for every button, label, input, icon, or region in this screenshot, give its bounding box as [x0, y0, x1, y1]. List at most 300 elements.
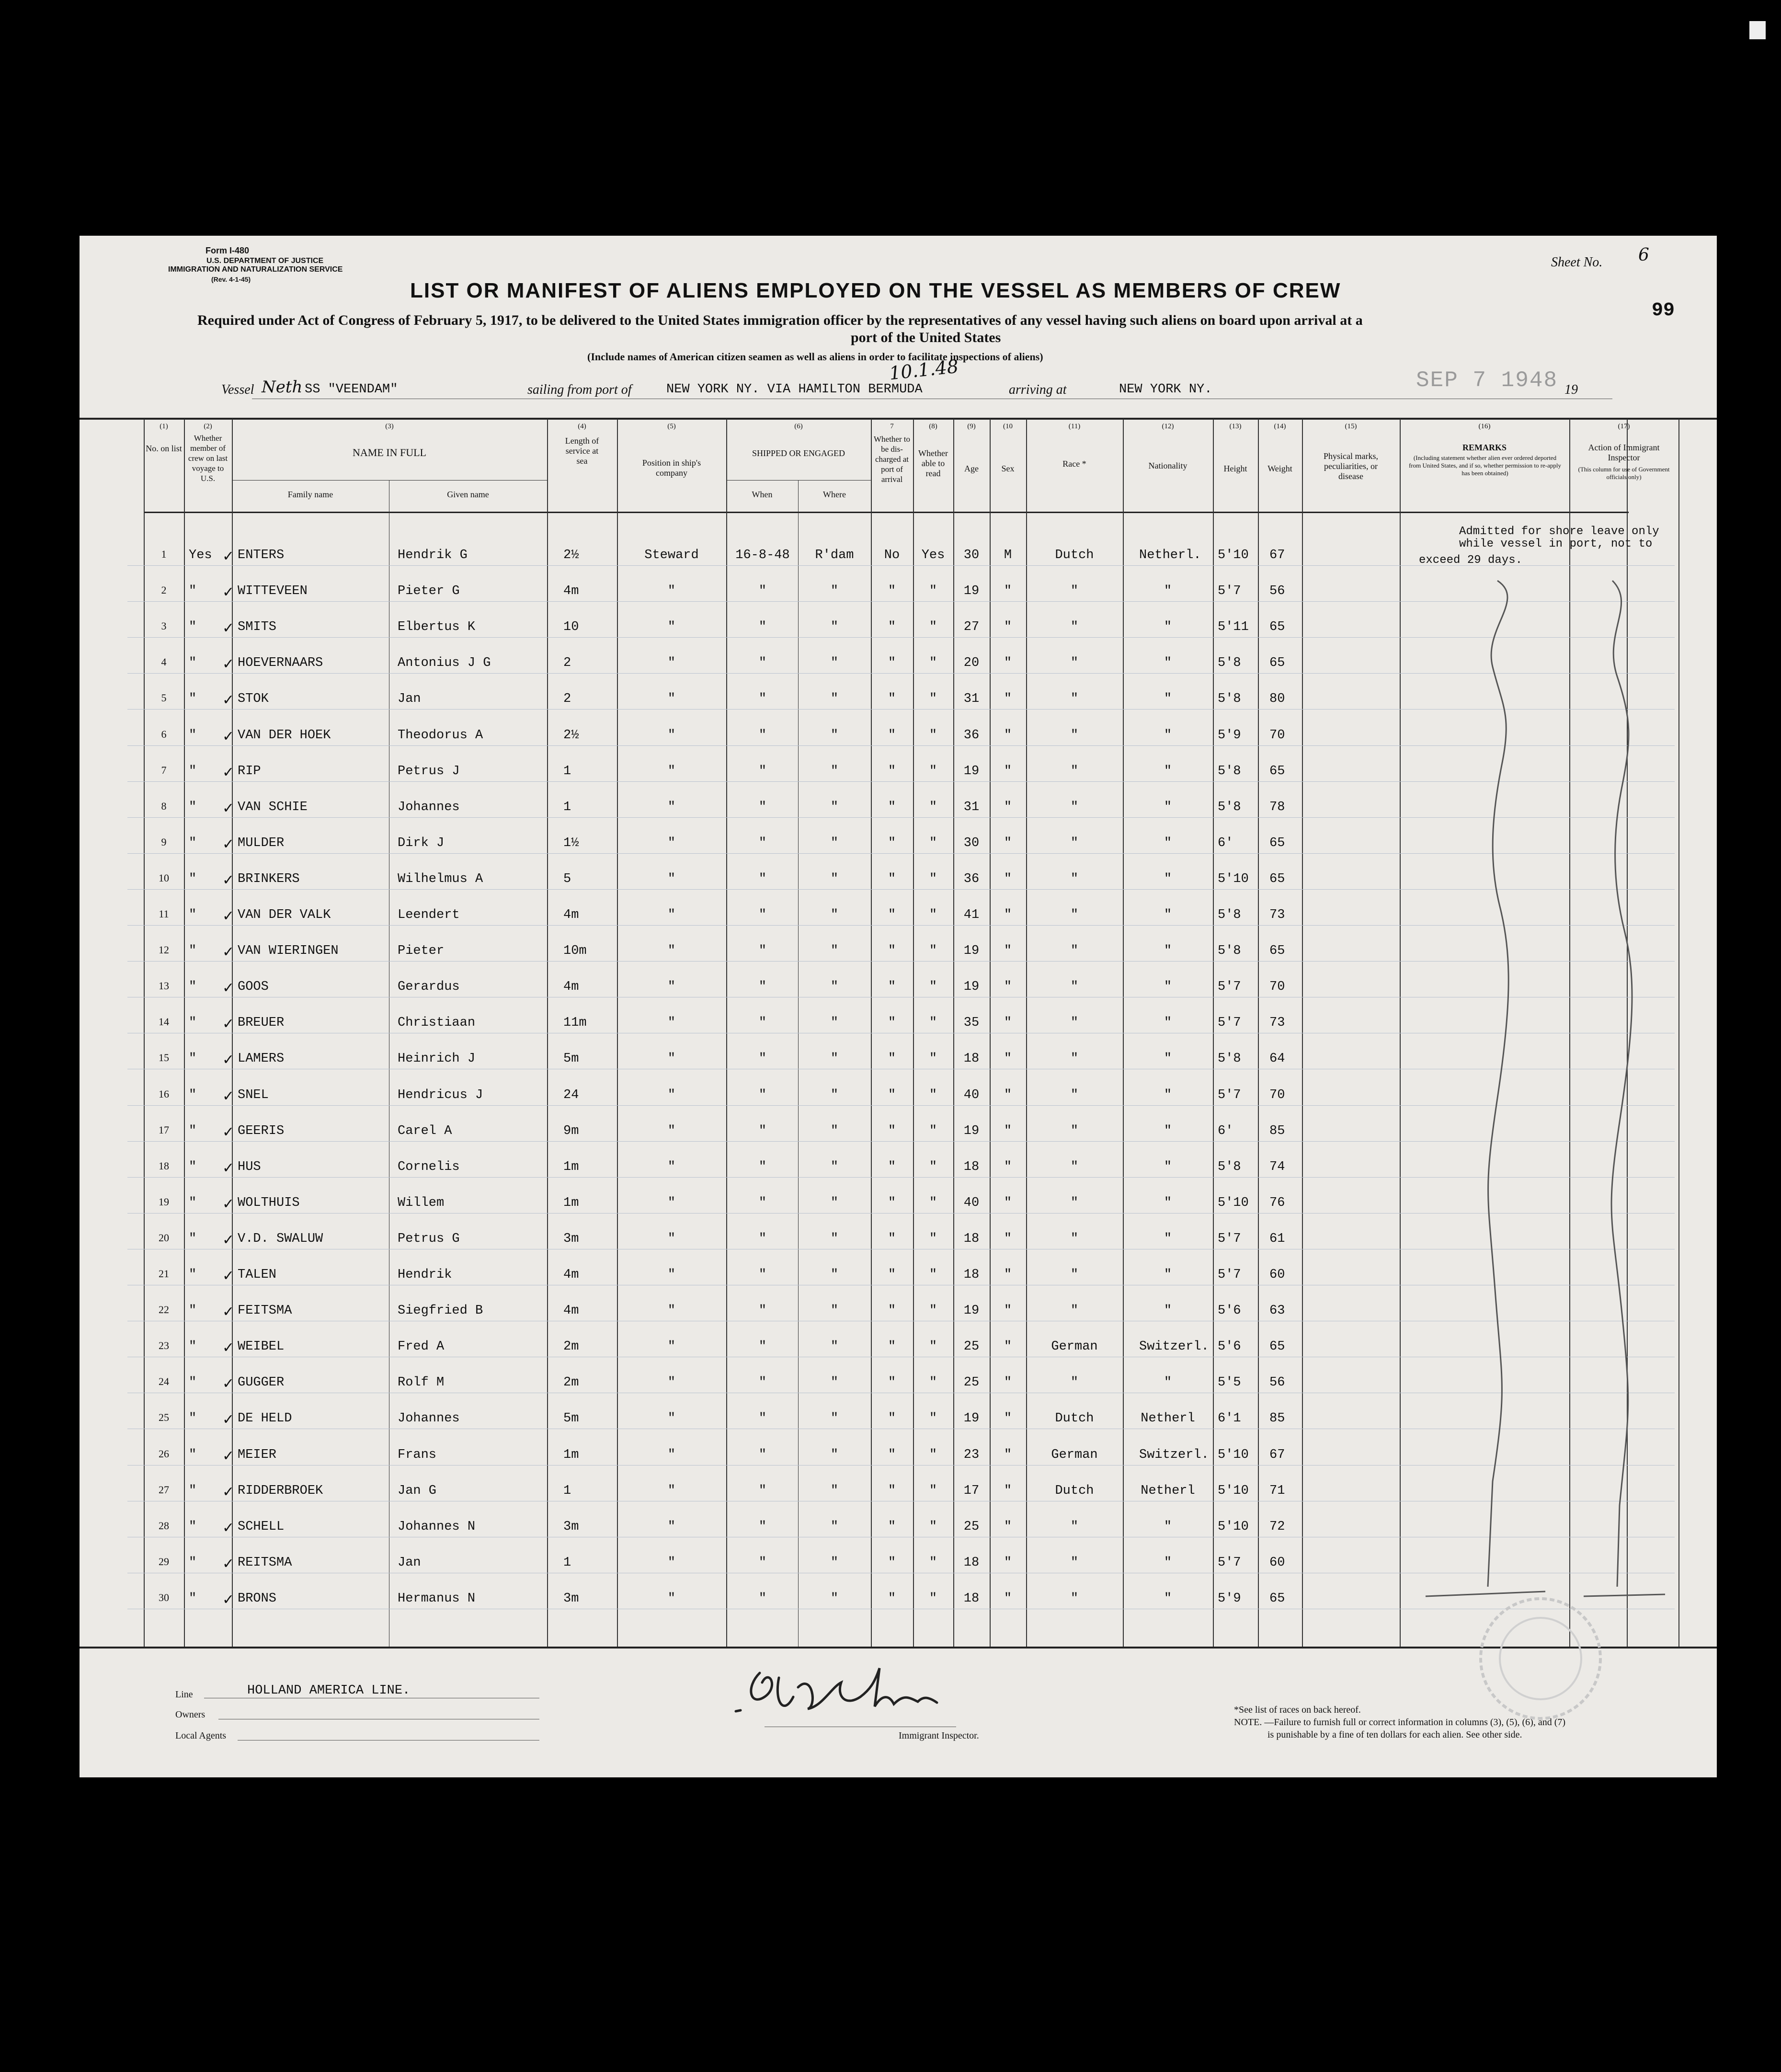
cell-discharge: " [888, 944, 896, 959]
col-header: Age [964, 464, 979, 473]
cell-service: 2m [563, 1339, 579, 1354]
cell-height: 5'7 [1218, 980, 1241, 995]
official-seal [1469, 1587, 1612, 1730]
cell-when: " [758, 656, 767, 671]
vessel-name: SS "VEENDAM" [305, 382, 398, 397]
cell-when: 16-8-48 [735, 548, 790, 562]
cell-nationality: Switzerl. [1139, 1447, 1209, 1462]
cell-when: " [758, 1123, 767, 1138]
cell-height: 5'8 [1218, 692, 1241, 707]
cell-given: Hendrik G [398, 548, 468, 562]
cell-height: 5'7 [1218, 1016, 1241, 1030]
cell-weight: 65 [1269, 836, 1285, 850]
col-header: SHIPPED OR ENGAGED [752, 448, 845, 458]
cell-given: Dirk J [398, 836, 445, 850]
cell-where: " [830, 908, 839, 922]
cell-height: 5'11 [1218, 620, 1249, 635]
cell-where: " [830, 1519, 839, 1534]
cell-race: " [1070, 1123, 1079, 1138]
cell-prev: " [189, 1519, 197, 1534]
cell-service: 4m [563, 1268, 579, 1282]
cell-position: " [667, 1519, 676, 1534]
cell-no: 12 [159, 944, 169, 956]
cell-nationality: " [1164, 871, 1172, 886]
cell-age: 18 [963, 1231, 980, 1246]
cell-prev: " [189, 1483, 197, 1498]
cell-age: 25 [963, 1375, 980, 1390]
cell-nationality: " [1164, 728, 1172, 743]
cell-height: 5'8 [1218, 764, 1241, 778]
cell-no: 8 [161, 800, 167, 812]
col-number: (16) [1478, 423, 1491, 430]
cell-sex: " [1004, 1411, 1012, 1426]
cell-family: RIP [238, 764, 261, 778]
cell-service: 2½ [563, 728, 579, 743]
cell-discharge: " [888, 908, 896, 922]
cell-nationality: " [1164, 1123, 1172, 1138]
col-header: Weight [1267, 464, 1292, 473]
check-mark: ✓ [223, 871, 233, 890]
cell-nationality: " [1164, 800, 1172, 814]
cell-weight: 64 [1269, 1052, 1285, 1066]
col-header: Position in ship's company [642, 458, 701, 478]
cell-read: " [929, 1123, 937, 1138]
cell-given: Petrus J [398, 764, 460, 778]
cell-no: 28 [159, 1519, 169, 1532]
cell-where: " [830, 1052, 839, 1066]
cell-family: MULDER [238, 836, 285, 850]
cell-no: 11 [159, 908, 169, 920]
cell-service: 1 [563, 1483, 571, 1498]
remarks-ditto-lines [80, 236, 1717, 1777]
cell-when: " [758, 800, 767, 814]
cell-service: 3m [563, 1231, 579, 1246]
when-subheader: When [752, 490, 773, 499]
cell-given: Theodorus A [398, 728, 483, 743]
cell-prev: " [189, 1375, 197, 1390]
cell-nationality: " [1164, 764, 1172, 778]
cell-position: " [667, 656, 676, 671]
cell-when: " [758, 944, 767, 959]
cell-where: " [830, 1339, 839, 1354]
arriving-label: arriving at [1009, 382, 1067, 397]
owners-label: Owners [175, 1709, 206, 1720]
col-header: Action of Immigrant Inspector [1588, 443, 1660, 462]
cell-sex: " [1004, 836, 1012, 850]
cell-service: 4m [563, 584, 579, 599]
cell-no: 10 [159, 871, 169, 884]
fine-note-1: NOTE. —Failure to furnish full or correct information in columns (3), (5), (6), and (7) [1234, 1717, 1566, 1728]
cell-discharge: " [888, 836, 896, 850]
arriving-port: NEW YORK NY. [1119, 382, 1212, 397]
cell-given: Hendricus J [398, 1088, 483, 1102]
cell-weight: 65 [1269, 656, 1285, 671]
cell-prev: " [189, 1088, 197, 1102]
cell-age: 18 [963, 1052, 980, 1066]
cell-weight: 70 [1269, 728, 1285, 743]
cell-age: 18 [963, 1159, 980, 1174]
cell-sex: " [1004, 1159, 1012, 1174]
cell-age: 40 [963, 1088, 980, 1102]
cell-weight: 65 [1269, 620, 1285, 635]
col-number: (3) [385, 423, 394, 430]
cell-position: " [667, 1088, 676, 1102]
line-label: Line [175, 1689, 193, 1700]
cell-position: " [667, 728, 676, 743]
cell-prev: " [189, 1123, 197, 1138]
cell-given: Willem [398, 1195, 445, 1210]
col-header: No. on list [146, 444, 182, 453]
cell-nationality: " [1164, 584, 1172, 599]
cell-prev: " [189, 1052, 197, 1066]
cell-sex: " [1004, 1052, 1012, 1066]
col-number: (2) [204, 423, 212, 430]
col-number: (4) [578, 423, 586, 430]
cell-height: 5'10 [1218, 1447, 1249, 1462]
cell-position: " [667, 1123, 676, 1138]
cell-family: STOK [238, 692, 269, 707]
cell-age: 19 [963, 764, 980, 778]
cell-given: Leendert [398, 908, 460, 922]
cell-discharge: " [888, 1555, 896, 1570]
cell-family: GOOS [238, 980, 269, 995]
cell-read: " [929, 800, 937, 814]
cell-given: Antonius J G [398, 656, 491, 671]
cell-nationality: " [1164, 1304, 1172, 1318]
cell-no: 21 [159, 1268, 169, 1280]
cell-sex: " [1004, 620, 1012, 635]
cell-where: " [830, 1483, 839, 1498]
cell-service: 1½ [563, 836, 579, 850]
cell-where: " [830, 1375, 839, 1390]
cell-race: " [1070, 1375, 1079, 1390]
cell-no: 15 [159, 1052, 169, 1064]
cell-no: 29 [159, 1555, 169, 1568]
remarks-text: Admitted for shore leave only [1459, 525, 1659, 538]
cell-weight: 73 [1269, 908, 1285, 922]
vessel-label: Vessel [221, 382, 254, 397]
cell-sex: " [1004, 1088, 1012, 1102]
cell-prev: " [189, 1016, 197, 1030]
cell-read: " [929, 1268, 937, 1282]
cell-race: " [1070, 1195, 1079, 1210]
cell-prev: " [189, 764, 197, 778]
cell-position: Steward [644, 548, 699, 562]
handwritten-date: 10.1.48 [888, 355, 959, 384]
cell-where: " [830, 1088, 839, 1102]
cell-height: 5'6 [1218, 1339, 1241, 1354]
cell-where: " [830, 584, 839, 599]
col-header: Sex [1001, 464, 1015, 473]
cell-discharge: " [888, 1231, 896, 1246]
cell-nationality: " [1164, 1088, 1172, 1102]
cell-prev: " [189, 1555, 197, 1570]
cell-discharge: " [888, 871, 896, 886]
cell-position: " [667, 1339, 676, 1354]
check-mark: ✓ [223, 1519, 233, 1538]
check-mark: ✓ [223, 728, 233, 746]
cell-where: " [830, 1159, 839, 1174]
check-mark: ✓ [223, 1231, 233, 1250]
cell-when: " [758, 1375, 767, 1390]
cell-prev: " [189, 1339, 197, 1354]
cell-service: 2m [563, 1375, 579, 1390]
cell-weight: 71 [1269, 1483, 1285, 1498]
cell-no: 22 [159, 1304, 169, 1316]
year-label: 19 [1564, 382, 1578, 397]
cell-sex: " [1004, 1375, 1012, 1390]
cell-where: " [830, 1123, 839, 1138]
cell-when: " [758, 836, 767, 850]
cell-sex: M [1004, 548, 1012, 562]
cell-nationality: " [1164, 1195, 1172, 1210]
cell-given: Christiaan [398, 1016, 476, 1030]
cell-no: 5 [161, 692, 167, 704]
col-header: Race * [1062, 459, 1086, 469]
cell-read: " [929, 1591, 937, 1606]
cell-service: 1m [563, 1159, 579, 1174]
cell-when: " [758, 1339, 767, 1354]
cell-sex: " [1004, 1447, 1012, 1462]
check-mark: ✓ [223, 1088, 233, 1106]
cell-when: " [758, 908, 767, 922]
cell-read: " [929, 871, 937, 886]
cell-discharge: " [888, 1411, 896, 1426]
arrival-date-stamp: SEP 7 1948 [1416, 368, 1558, 393]
cell-service: 9m [563, 1123, 579, 1138]
cell-height: 5'8 [1218, 1052, 1241, 1066]
cell-age: 41 [963, 908, 980, 922]
cell-given: Rolf M [398, 1375, 445, 1390]
cell-position: " [667, 1447, 676, 1462]
cell-given: Pieter G [398, 584, 460, 599]
cell-discharge: " [888, 692, 896, 707]
cell-service: 5m [563, 1052, 579, 1066]
cell-height: 5'6 [1218, 1304, 1241, 1318]
cell-race: " [1070, 1088, 1079, 1102]
cell-when: " [758, 1016, 767, 1030]
cell-weight: 56 [1269, 1375, 1285, 1390]
cell-read: " [929, 1555, 937, 1570]
cell-no: 17 [159, 1123, 169, 1136]
cell-weight: 78 [1269, 800, 1285, 814]
cell-given: Hermanus N [398, 1591, 476, 1606]
cell-no: 16 [159, 1088, 169, 1100]
cell-when: " [758, 1304, 767, 1318]
cell-nationality: " [1164, 1555, 1172, 1570]
cell-position: " [667, 1483, 676, 1498]
cell-where: R'dam [815, 548, 854, 562]
cell-where: " [830, 836, 839, 850]
cell-race: Dutch [1055, 1483, 1094, 1498]
cell-family: SMITS [238, 620, 277, 635]
cell-sex: " [1004, 1483, 1012, 1498]
cell-discharge: " [888, 1519, 896, 1534]
cell-read: Yes [921, 548, 945, 562]
cell-age: 19 [963, 944, 980, 959]
cell-prev: " [189, 584, 197, 599]
cell-given: Jan G [398, 1483, 437, 1498]
cell-sex: " [1004, 1016, 1012, 1030]
cell-prev: " [189, 1231, 197, 1246]
check-mark: ✓ [223, 1052, 233, 1070]
cell-when: " [758, 728, 767, 743]
cell-race: Dutch [1055, 548, 1094, 562]
line-value: HOLLAND AMERICA LINE. [247, 1683, 411, 1698]
cell-service: 4m [563, 908, 579, 922]
cell-age: 23 [963, 1447, 980, 1462]
cell-sex: " [1004, 1519, 1012, 1534]
check-mark: ✓ [223, 656, 233, 675]
cell-service: 1 [563, 1555, 571, 1570]
cell-given: Johannes [398, 800, 460, 814]
cell-no: 23 [159, 1339, 169, 1352]
cell-height: 6'1 [1218, 1411, 1241, 1426]
cell-given: Petrus G [398, 1231, 460, 1246]
cell-age: 17 [963, 1483, 980, 1498]
cell-position: " [667, 620, 676, 635]
cell-age: 19 [963, 1411, 980, 1426]
cell-race: " [1070, 836, 1079, 850]
cell-read: " [929, 1375, 937, 1390]
cell-prev: " [189, 1159, 197, 1174]
check-mark: ✓ [223, 1375, 233, 1394]
check-mark: ✓ [223, 1016, 233, 1034]
cell-when: " [758, 1159, 767, 1174]
cell-given: Johannes [398, 1411, 460, 1426]
cell-prev: " [189, 944, 197, 959]
cell-nationality: " [1164, 1016, 1172, 1030]
cell-race: " [1070, 1052, 1079, 1066]
cell-discharge: " [888, 1339, 896, 1354]
cell-discharge: " [888, 1447, 896, 1462]
cell-weight: 70 [1269, 980, 1285, 995]
cell-service: 2½ [563, 548, 579, 562]
cell-weight: 72 [1269, 1519, 1285, 1534]
cell-prev: " [189, 1268, 197, 1282]
cell-prev: " [189, 656, 197, 671]
cell-read: " [929, 1195, 937, 1210]
cell-sex: " [1004, 656, 1012, 671]
col-number: (15) [1345, 423, 1357, 430]
cell-race: " [1070, 1304, 1079, 1318]
col-number: (6) [794, 423, 803, 430]
col-number: (5) [667, 423, 676, 430]
sailing-label: sailing from port of [527, 382, 632, 397]
cell-weight: 65 [1269, 764, 1285, 778]
cell-race: " [1070, 800, 1079, 814]
cell-sex: " [1004, 728, 1012, 743]
cell-position: " [667, 1052, 676, 1066]
cell-no: 1 [161, 548, 167, 560]
cell-where: " [830, 1304, 839, 1318]
cell-given: Fred A [398, 1339, 445, 1354]
cell-family: HOEVERNAARS [238, 656, 323, 671]
cell-when: " [758, 1483, 767, 1498]
cell-weight: 80 [1269, 692, 1285, 707]
cell-family: V.D. SWALUW [238, 1231, 323, 1246]
cell-height: 5'8 [1218, 656, 1241, 671]
cell-family: GEERIS [238, 1123, 285, 1138]
cell-no: 19 [159, 1195, 169, 1208]
col-header: Height [1223, 464, 1247, 473]
check-mark: ✓ [223, 692, 233, 710]
cell-prev: " [189, 1304, 197, 1318]
cell-weight: 56 [1269, 584, 1285, 599]
cell-age: 19 [963, 1123, 980, 1138]
check-mark: ✓ [223, 1123, 233, 1142]
cell-when: " [758, 692, 767, 707]
cell-race: " [1070, 944, 1079, 959]
cell-family: ENTERS [238, 548, 285, 562]
agents-label: Local Agents [175, 1730, 227, 1741]
cell-sex: " [1004, 1304, 1012, 1318]
col-number: (14) [1274, 423, 1286, 430]
required-line-1: Required under Act of Congress of February 5, 1917, to be delivered to the United States immigration officer by the representatives of any vessel having such aliens on board upon arrival at a [197, 312, 1363, 328]
check-mark: ✓ [223, 980, 233, 998]
cell-family: SCHELL [238, 1519, 285, 1534]
cell-family: BRINKERS [238, 871, 300, 886]
cell-position: " [667, 908, 676, 922]
cell-given: Gerardus [398, 980, 460, 995]
cell-service: 3m [563, 1519, 579, 1534]
cell-race: " [1070, 908, 1079, 922]
cell-read: " [929, 656, 937, 671]
cell-read: " [929, 944, 937, 959]
cell-discharge: " [888, 1304, 896, 1318]
cell-family: MEIER [238, 1447, 277, 1462]
cell-service: 3m [563, 1591, 579, 1606]
cell-family: BRONS [238, 1591, 277, 1606]
include-note: (Include names of American citizen seamen as well as aliens in order to facilitate inspections of aliens) [587, 351, 1043, 363]
cell-nationality: " [1164, 1591, 1172, 1606]
cell-height: 5'8 [1218, 800, 1241, 814]
cell-where: " [830, 728, 839, 743]
check-mark: ✓ [223, 908, 233, 926]
cell-race: " [1070, 1159, 1079, 1174]
col-header: Length of service at sea [565, 436, 599, 466]
cell-service: 24 [563, 1088, 579, 1102]
cell-position: " [667, 871, 676, 886]
cell-where: " [830, 764, 839, 778]
cell-family: SNEL [238, 1088, 269, 1102]
cell-race: " [1070, 1591, 1079, 1606]
required-line-2: port of the United States [851, 330, 1001, 345]
cell-prev: " [189, 871, 197, 886]
cell-when: " [758, 1195, 767, 1210]
check-mark: ✓ [223, 548, 233, 566]
cell-when: " [758, 1268, 767, 1282]
col-number: (8) [929, 423, 937, 430]
cell-height: 5'10 [1218, 1519, 1249, 1534]
cell-where: " [830, 656, 839, 671]
cell-sex: " [1004, 871, 1012, 886]
form-number: Form I-480 [206, 246, 250, 255]
cell-weight: 74 [1269, 1159, 1285, 1174]
cell-no: 13 [159, 980, 169, 992]
cell-read: " [929, 728, 937, 743]
check-mark: ✓ [223, 1339, 233, 1358]
cell-family: WOLTHUIS [238, 1195, 300, 1210]
cell-service: 2 [563, 656, 571, 671]
cell-weight: 76 [1269, 1195, 1285, 1210]
cell-age: 18 [963, 1591, 980, 1606]
cell-where: " [830, 620, 839, 635]
col-header: NAME IN FULL [353, 446, 426, 458]
col-header: Physical marks, peculiarities, or disease [1324, 451, 1378, 481]
col-header: Whether member of crew on last voyage to U.S. [188, 434, 228, 483]
cell-given: Jan [398, 1555, 421, 1570]
